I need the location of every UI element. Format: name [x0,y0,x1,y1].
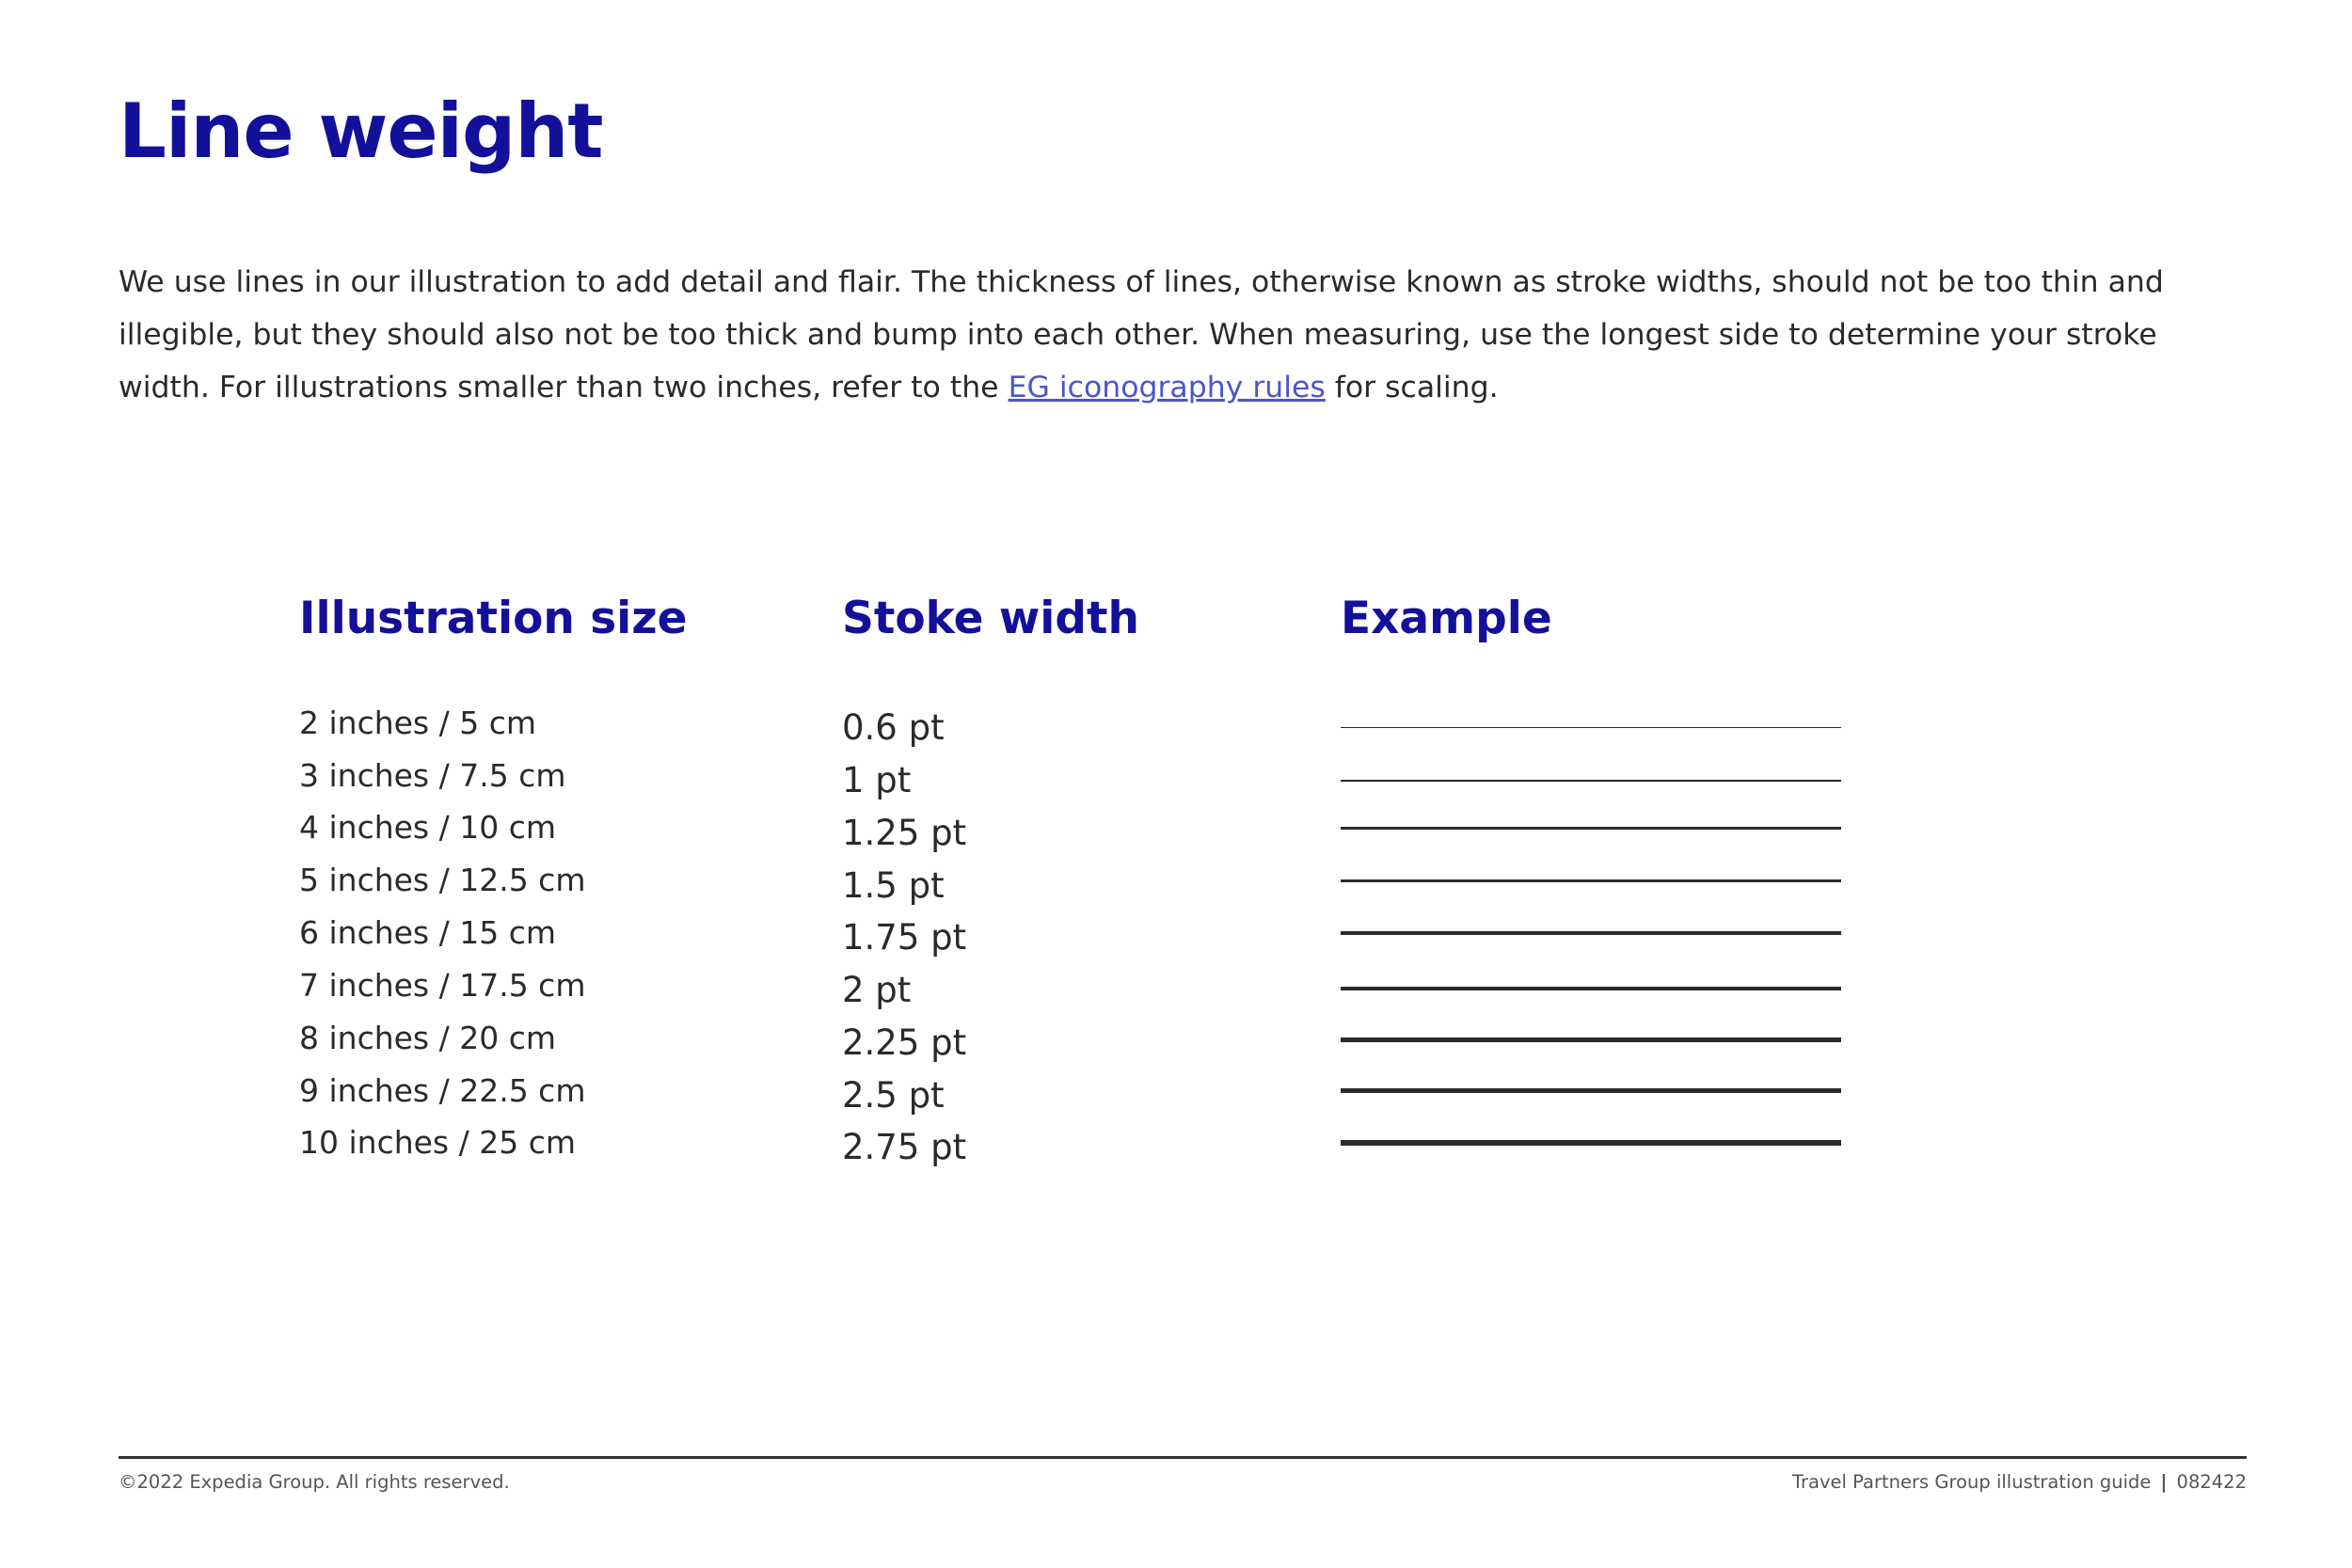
illustration-size-cell: 8 inches / 20 cm [299,1020,556,1056]
intro-paragraph [119,256,2245,414]
illustration-size-cell: 5 inches / 12.5 cm [299,862,586,898]
example-line [1341,931,1841,935]
example-line [1341,1088,1841,1093]
illustration-size-cell: 4 inches / 10 cm [299,809,556,846]
illustration-size-cell: 9 inches / 22.5 cm [299,1072,586,1109]
example-line [1341,879,1841,882]
stroke-width-cell: 2.5 pt [842,1075,945,1116]
illustration-size-cell: 7 inches / 17.5 cm [299,967,586,1004]
example-line [1341,780,1841,782]
stroke-width-cell: 1 pt [842,760,912,800]
example-header: Example [1341,593,1552,644]
footer-divider [119,1456,2247,1459]
stroke-width-cell: 2.25 pt [842,1022,967,1063]
illustration-size-cell: 3 inches / 7.5 cm [299,757,566,794]
intro-text: We use lines in our illustration to add detail and flair. The thickness of lines, otherwise known as stroke widths, should not be too thin and illegible, but they should also not be too thick and bump into each other. When measuring, use the longest side to determine your stroke width. For illustrations smaller than two inches, refer to the [119,265,2164,404]
example-line [1341,987,1841,990]
stroke-width-cell: 1.5 pt [842,865,945,906]
footer-separator: | [2160,1471,2168,1493]
stroke-width-cell: 0.6 pt [842,707,945,748]
illustration-size-header: Illustration size [299,593,688,644]
footer-copyright: ©2022 Expedia Group. All rights reserved. [119,1471,510,1493]
intro-text-end: for scaling. [1325,371,1499,404]
footer-doc-code: 082422 [2176,1471,2247,1493]
example-line [1341,727,1841,728]
page-title: Line weight [119,87,603,175]
stroke-width-cell: 2.75 pt [842,1127,967,1167]
eg-iconography-rules-link[interactable]: EG iconography rules [1008,371,1326,404]
illustration-size-cell: 6 inches / 15 cm [299,914,556,951]
example-line [1341,827,1841,830]
example-line [1341,1140,1841,1146]
stroke-width-header: Stoke width [842,593,1139,644]
footer-guide-info [1792,1473,2247,1492]
footer-guide-name: Travel Partners Group illustration guide [1792,1471,2152,1493]
stroke-width-cell: 1.75 pt [842,917,967,958]
stroke-width-cell: 1.25 pt [842,813,967,853]
stroke-width-cell: 2 pt [842,970,912,1010]
illustration-size-cell: 2 inches / 5 cm [299,705,536,741]
example-line [1341,1037,1841,1042]
illustration-size-cell: 10 inches / 25 cm [299,1124,576,1161]
